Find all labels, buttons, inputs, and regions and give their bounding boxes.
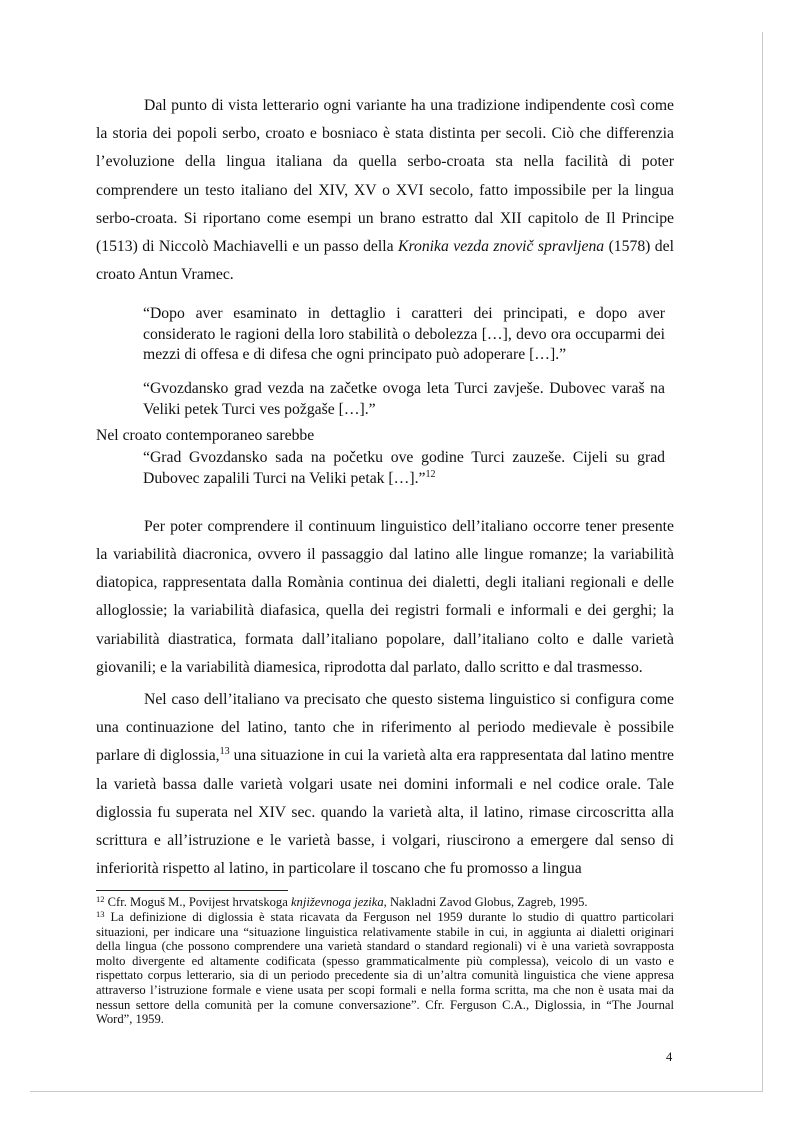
paragraph-2: Per poter comprendere il continuum linguistico dell’italiano occorre tener presente la variabilità diacronica, ovvero il passaggio dal latino alle lingue romanze; la variabilità diatopica, rappresentata dalla Romània continua dei dialetti, degli italiani regionali e delle alloglossie; la variabilità diafasica, quella dei registri formali e informali e dei gerghi; la variabilità diastratica, formata dall’italiano popolare, dall’italiano colto e dalle varietà giovanili; e la variabilità diamesica, riprodotta dal parlato, dallo scritto e dal trasmesso.	[96, 517, 674, 676]
footnote-ref-13: 13	[219, 746, 230, 758]
footnote-12-text: Cfr. Moguš M., Povijest hrvatskoga	[104, 895, 291, 910]
page-border-right	[762, 32, 763, 1092]
paragraph-1	[96, 92, 674, 289]
footnote-13-text: La definizione di diglossia è stata ricavata da Ferguson nel 1959 durante lo studio di quattro particolari situazioni, per indicare una “situazione linguistica relativamente stabile in cui, in aggiunta ai dialetti originari della lingua (che possono comprendere una varietà standard o standard regionali) vi è una varietà sovrapposta molto divergente ed altamente codificata (spesso grammaticalmente più complessa), veicolo di un vasto e rispettato corpus letterario, sia di un periodo precedente sia di un’altra comunità linguistica che viene appresa attraverso l’istruzione formale e viene usata per scopi formali e nella forma scritta, ma che non è usata mai da nessun settore della comunità per la comune conversazione”. Cfr. Ferguson C.A., Diglossia, in “The Journal Word”, 1959.	[96, 910, 674, 1027]
block-quote-modern-croatian-text: “Grad Gvozdansko sada na početku ove godine Turci zauzeše. Cijeli su grad Dubovec zapalili Turci na Veliki petak […].”	[143, 449, 665, 487]
footnote-separator	[96, 890, 288, 891]
paragraph-1-text: Dal punto di vista letterario ogni variante ha una tradizione indipendente così come la storia dei popoli serbo, croato e bosniaco è stata distinta per secoli. Ciò che differenzia l’evoluzione della lingua italiana da quella serbo-croata sta nella facilità di poter comprendere un testo italiano del XIV, XV o XVI secolo, fatto impossibile per la lingua serbo-croata. Si riportano come esempi un brano estratto dal XII capitolo de Il Principe (1513) di Niccolò Machiavelli e un passo della	[96, 97, 674, 256]
paragraph-3	[96, 686, 674, 883]
page-number: 4	[666, 1050, 673, 1064]
italic-title-kronika: Kronika vezda znovič spravljena	[398, 238, 605, 256]
block-quote-vramec: “Gvozdansko grad vezda na začetke ovoga leta Turci zavješe. Dubovec varaš na Veliki petek Turci ves požgaše […].”	[143, 380, 665, 418]
footnote-12-text-end: , Nakladni Zavod Globus, Zagreb, 1995.	[383, 895, 588, 910]
footnote-12-number: 12	[96, 894, 105, 905]
paragraph-3-text-end: una situazione in cui la varietà alta era rappresentata dal latino mentre la varietà bassa dalle varietà volgari usate nei domini informali e nel codice orale. Tale diglossia fu superata nel XIV sec. quando la varietà alta, il latino, rimase circoscritta alla scrittura e all’istruzione e le varietà basse, i volgari, riuscirono a emergere dal senso di inferiorità rispetto al latino, in particolare il toscano che fu promosso a lingua	[96, 747, 674, 878]
block-quote-machiavelli: “Dopo aver esaminato in dettaglio i caratteri dei principati, e dopo aver considerato le ragioni della loro stabilità o debolezza […], devo ora occuparmi dei mezzi di offesa e di difesa che ogni principato può adoperare […].”	[143, 305, 665, 364]
footnote-13-number: 13	[96, 909, 105, 920]
document-page	[96, 92, 674, 1027]
page-border-bottom	[30, 1091, 763, 1092]
footnote-12-italic: književnoga jezika	[290, 895, 384, 910]
paragraph-1-text-end: (1578) del croato Antun Vramec.	[96, 238, 674, 284]
transition-line: Nel croato contemporaneo sarebbe	[96, 426, 315, 444]
footnote-ref-12: 12	[425, 468, 436, 480]
footnote-12	[96, 895, 674, 910]
block-quote-modern-croatian	[143, 448, 665, 489]
footnote-13	[96, 910, 674, 1027]
paragraph-3-text: Nel caso dell’italiano va precisato che questo sistema linguistico si configura come una continuazione del latino, tanto che in riferimento al periodo medievale è possibile parlare di diglossia,	[96, 691, 674, 765]
